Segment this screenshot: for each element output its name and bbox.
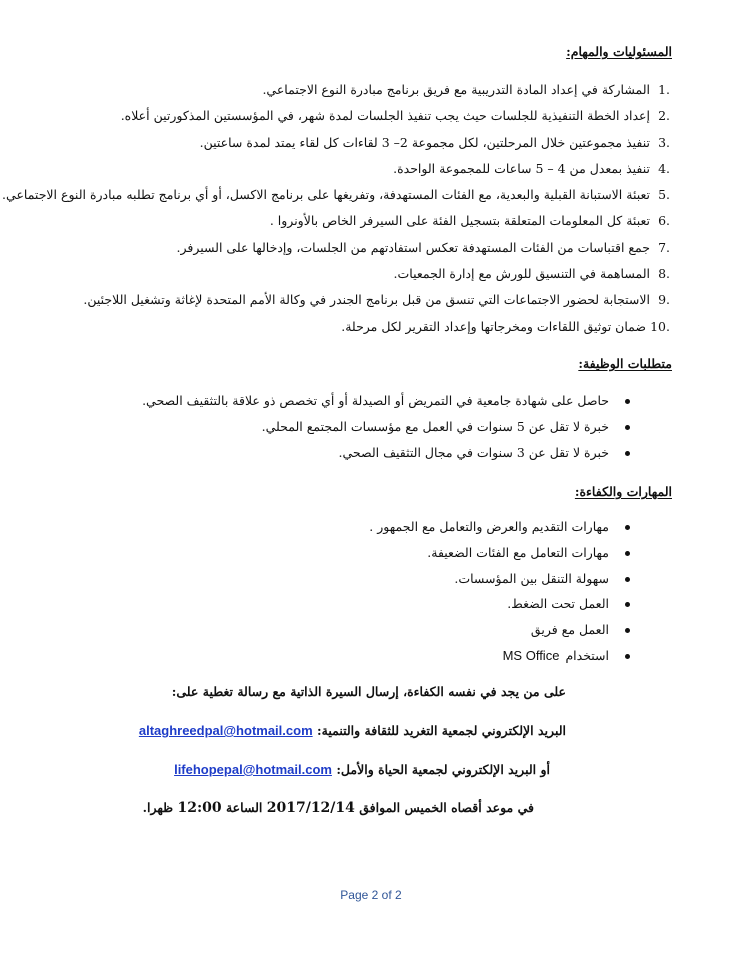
list-item <box>142 443 630 469</box>
skills-list <box>369 517 630 672</box>
email2-line <box>174 762 550 777</box>
list-item <box>2 80 670 106</box>
item-number: 2. <box>658 108 670 124</box>
item-text: تنفيذ بمعدل من 4 – 5 ساعات للمجموعة الواحدة. <box>393 160 650 176</box>
deadline-line <box>143 800 534 816</box>
deadline-suffix: ظهرا. <box>142 800 174 815</box>
list-item <box>2 264 670 290</box>
skills-heading: المهارات والكفاءة: <box>574 484 672 499</box>
item-text: جمع اقتباسات من الفئات المستهدفة تعكس استفادتهم من الجلسات، وإدخالها على السيرفر. <box>176 239 650 255</box>
item-text: مهارات التعامل مع الفئات الضعيفة. <box>427 544 609 560</box>
list-item <box>2 317 670 343</box>
item-text: تعبئة كل المعلومات المتعلقة بتسجيل الفئة على السيرفر الخاص بالأونروا . <box>269 213 650 229</box>
bullet-icon <box>625 399 630 404</box>
item-text: إعداد الخطة التنفيذية للجلسات حيث يجب تنفيذ الجلسات لمدة شهر، في المؤسستين المذكورتين أعلاه. <box>120 108 650 124</box>
bullet-icon <box>625 577 630 582</box>
item-text: المساهمة في التنسيق للورش مع إدارة الجمعيات. <box>393 266 650 282</box>
item-text: استخدام <box>565 647 609 663</box>
item-number: 3. <box>658 134 670 150</box>
bullet-icon <box>625 628 630 633</box>
list-item <box>369 646 630 672</box>
list-item <box>2 159 670 185</box>
deadline-time: 12:00 <box>177 800 222 816</box>
item-number: 1. <box>658 82 670 97</box>
list-item <box>2 133 670 159</box>
list-item <box>2 238 670 264</box>
page-number: Page 2 of 2 <box>340 888 402 902</box>
item-text: العمل تحت الضغط. <box>507 596 609 612</box>
list-item <box>142 417 630 443</box>
list-item <box>369 620 630 646</box>
bullet-icon <box>625 602 630 607</box>
list-item <box>2 290 670 316</box>
deadline-mid: الساعة <box>225 800 263 815</box>
requirements-list <box>142 391 630 469</box>
email1-link[interactable]: altaghreedpal@hotmail.com <box>138 723 313 738</box>
email2-link[interactable]: lifehopepal@hotmail.com <box>174 762 332 777</box>
item-text: العمل مع فريق <box>530 622 609 638</box>
bullet-icon <box>625 425 630 430</box>
list-item <box>369 517 630 543</box>
list-item <box>369 594 630 620</box>
item-text: سهولة التنقل بين المؤسسات. <box>454 570 609 586</box>
list-item <box>142 391 630 417</box>
item-number: 9. <box>658 292 670 308</box>
list-item <box>2 106 670 132</box>
item-text: ضمان توثيق اللقاءات ومخرجاتها وإعداد التقرير لكل مرحلة. <box>341 318 646 334</box>
item-number: 8. <box>658 266 670 282</box>
list-item <box>2 185 670 211</box>
item-number: 10. <box>650 318 670 334</box>
email1-label: البريد الإلكتروني لجمعية التغريد للثقافة والتنمية: <box>317 723 566 738</box>
list-item <box>369 569 630 595</box>
item-text: خبرة لا تقل عن 5 سنوات في العمل مع مؤسسات المجتمع المحلي. <box>261 419 609 434</box>
item-text: المشاركة في إعداد المادة التدريبية مع فريق برنامج مبادرة النوع الاجتماعي. <box>262 82 650 97</box>
list-item <box>369 543 630 569</box>
application-intro: على من يجد في نفسه الكفاءة، إرسال السيرة الذاتية مع رسالة تغطية على: <box>171 684 566 699</box>
responsibilities-list <box>2 80 670 343</box>
item-number: 6. <box>658 213 670 229</box>
item-number: 4. <box>658 160 670 176</box>
bullet-icon <box>625 451 630 456</box>
deadline-date: 2017/12/14 <box>266 800 355 816</box>
ms-office-label: MS Office <box>502 647 560 663</box>
item-text: مهارات التقديم والعرض والتعامل مع الجمهور . <box>369 519 609 534</box>
bullet-icon <box>625 551 630 556</box>
bullet-icon <box>625 654 630 659</box>
deadline-prefix: في موعد أقصاه الخميس الموافق <box>359 800 534 815</box>
item-number: 5. <box>658 187 670 203</box>
item-text: تنفيذ مجموعتين خلال المرحلتين، لكل مجموعة 2– 3 لقاءات كل لقاء يمتد لمدة ساعتين. <box>199 134 650 150</box>
bullet-icon <box>625 525 630 530</box>
item-number: 7. <box>658 239 670 255</box>
email2-label: أو البريد الإلكتروني لجمعية الحياة والأمل: <box>336 762 550 777</box>
list-item <box>2 211 670 237</box>
email1-line <box>139 723 566 738</box>
responsibilities-heading: المسئوليات والمهام: <box>566 44 672 59</box>
requirements-heading: متطلبات الوظيفة: <box>578 356 672 371</box>
item-text: حاصل على شهادة جامعية في التمريض أو الصيدلة أو أي تخصص ذو علاقة بالتثقيف الصحي. <box>142 393 609 408</box>
item-text: الاستجابة لحضور الاجتماعات التي تنسق من قبل برنامج الجندر في وكالة الأمم المتحدة لإغاثة وتشغيل اللاجئين. <box>83 292 650 308</box>
item-text: خبرة لا تقل عن 3 سنوات في مجال التثقيف الصحي. <box>338 445 609 460</box>
item-text: تعبئة الاستبانة القبلية والبعدية، مع الفئات المستهدفة، وتفريغها على برنامج الاكسل، أو أي برنامج تطلبه مبادرة النوع الاجتماعي. <box>2 187 650 203</box>
